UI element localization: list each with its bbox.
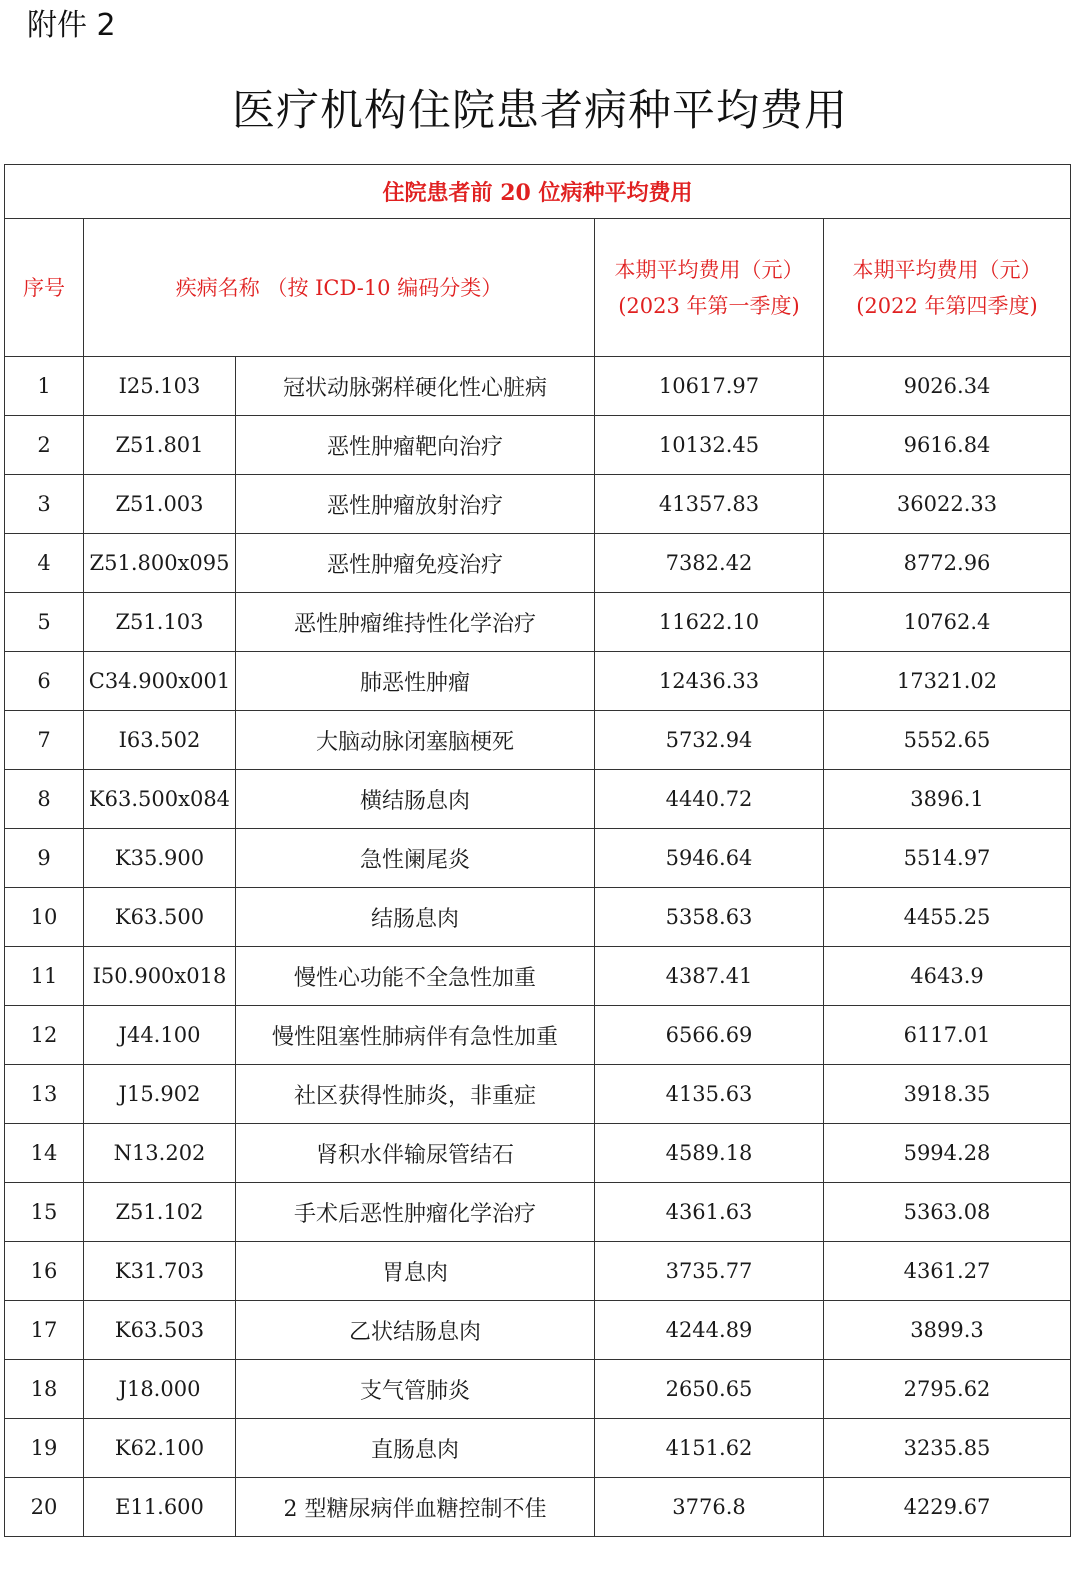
header-previous-line1: 本期平均费用（元） [852,257,1042,282]
cell-index: 17 [5,1301,84,1360]
cell-fee-2023-q1: 4440.72 [595,770,824,829]
cell-icd-code: Z51.801 [84,416,236,475]
cell-index: 16 [5,1242,84,1301]
table-body [5,357,1071,1537]
cell-fee-2023-q1: 4244.89 [595,1301,824,1360]
cell-index: 3 [5,475,84,534]
table-row [5,947,1071,1006]
header-current-period [595,219,824,357]
cell-fee-2022-q4: 10762.4 [824,593,1071,652]
cell-disease-name: 恶性肿瘤放射治疗 [236,475,595,534]
cell-icd-code: Z51.800x095 [84,534,236,593]
cell-fee-2022-q4: 17321.02 [824,652,1071,711]
cell-fee-2022-q4: 4229.67 [824,1478,1071,1537]
table-row [5,1242,1071,1301]
cell-fee-2022-q4: 3918.35 [824,1065,1071,1124]
table-row [5,1183,1071,1242]
cell-disease-name: 肺恶性肿瘤 [236,652,595,711]
cell-fee-2022-q4: 3899.3 [824,1301,1071,1360]
cell-index: 8 [5,770,84,829]
cell-fee-2023-q1: 4361.63 [595,1183,824,1242]
cell-disease-name: 横结肠息肉 [236,770,595,829]
cell-icd-code: K35.900 [84,829,236,888]
table-row [5,357,1071,416]
header-previous-period [824,219,1071,357]
cell-index: 2 [5,416,84,475]
cell-fee-2023-q1: 41357.83 [595,475,824,534]
table-row [5,416,1071,475]
cell-disease-name: 恶性肿瘤靶向治疗 [236,416,595,475]
attachment-label: 附件 2 [27,8,116,43]
table-row [5,1478,1071,1537]
cell-index: 4 [5,534,84,593]
cell-fee-2023-q1: 5732.94 [595,711,824,770]
cell-icd-code: I25.103 [84,357,236,416]
cell-fee-2023-q1: 4387.41 [595,947,824,1006]
table-row [5,593,1071,652]
cell-index: 11 [5,947,84,1006]
table-row [5,652,1071,711]
cell-fee-2023-q1: 11622.10 [595,593,824,652]
cell-index: 15 [5,1183,84,1242]
page-title: 医疗机构住院患者病种平均费用 [232,86,848,136]
cell-fee-2022-q4: 6117.01 [824,1006,1071,1065]
table-row [5,711,1071,770]
cell-index: 14 [5,1124,84,1183]
cell-disease-name: 手术后恶性肿瘤化学治疗 [236,1183,595,1242]
cell-index: 1 [5,357,84,416]
cell-icd-code: K63.500 [84,888,236,947]
cell-fee-2023-q1: 4135.63 [595,1065,824,1124]
header-current-line1: 本期平均费用（元） [614,257,804,282]
cell-fee-2023-q1: 3776.8 [595,1478,824,1537]
cell-fee-2023-q1: 6566.69 [595,1006,824,1065]
cell-disease-name: 乙状结肠息肉 [236,1301,595,1360]
table-row [5,1065,1071,1124]
cell-fee-2022-q4: 5994.28 [824,1124,1071,1183]
cell-fee-2022-q4: 5514.97 [824,829,1071,888]
cell-index: 13 [5,1065,84,1124]
table-row [5,829,1071,888]
cell-icd-code: C34.900x001 [84,652,236,711]
cell-icd-code: K63.500x084 [84,770,236,829]
cell-fee-2023-q1: 2650.65 [595,1360,824,1419]
cell-icd-code: K63.503 [84,1301,236,1360]
cell-disease-name: 支气管肺炎 [236,1360,595,1419]
table-row [5,1301,1071,1360]
cell-fee-2022-q4: 3235.85 [824,1419,1071,1478]
cell-icd-code: E11.600 [84,1478,236,1537]
cell-icd-code: J15.902 [84,1065,236,1124]
cell-index: 20 [5,1478,84,1537]
cell-fee-2022-q4: 5552.65 [824,711,1071,770]
cell-disease-name: 直肠息肉 [236,1419,595,1478]
cell-fee-2023-q1: 5358.63 [595,888,824,947]
table-row [5,1124,1071,1183]
cell-fee-2022-q4: 36022.33 [824,475,1071,534]
cell-fee-2023-q1: 7382.42 [595,534,824,593]
cell-index: 5 [5,593,84,652]
cell-fee-2023-q1: 10132.45 [595,416,824,475]
header-disease: 疾病名称 （按 ICD-10 编码分类） [84,219,595,357]
cell-disease-name: 大脑动脉闭塞脑梗死 [236,711,595,770]
header-current-line2: (2023 年第一季度) [618,293,800,318]
header-index: 序号 [5,219,84,357]
cell-fee-2022-q4: 8772.96 [824,534,1071,593]
cell-icd-code: I63.502 [84,711,236,770]
cell-fee-2022-q4: 9616.84 [824,416,1071,475]
cell-fee-2022-q4: 2795.62 [824,1360,1071,1419]
cell-disease-name: 2 型糖尿病伴血糖控制不佳 [236,1478,595,1537]
header-previous-line2: (2022 年第四季度) [856,293,1038,318]
cell-disease-name: 恶性肿瘤免疫治疗 [236,534,595,593]
table-row [5,534,1071,593]
table-caption: 住院患者前 20 位病种平均费用 [5,165,1071,219]
cell-disease-name: 慢性心功能不全急性加重 [236,947,595,1006]
fee-table [4,164,1071,1537]
cell-index: 12 [5,1006,84,1065]
cell-fee-2022-q4: 4361.27 [824,1242,1071,1301]
cell-index: 6 [5,652,84,711]
cell-disease-name: 恶性肿瘤维持性化学治疗 [236,593,595,652]
cell-disease-name: 慢性阻塞性肺病伴有急性加重 [236,1006,595,1065]
table-row [5,770,1071,829]
cell-fee-2023-q1: 4151.62 [595,1419,824,1478]
table-row [5,1006,1071,1065]
cell-icd-code: K31.703 [84,1242,236,1301]
cell-icd-code: Z51.103 [84,593,236,652]
cell-disease-name: 结肠息肉 [236,888,595,947]
cell-fee-2023-q1: 5946.64 [595,829,824,888]
cell-fee-2022-q4: 3896.1 [824,770,1071,829]
cell-fee-2023-q1: 4589.18 [595,1124,824,1183]
cell-icd-code: Z51.003 [84,475,236,534]
cell-fee-2022-q4: 5363.08 [824,1183,1071,1242]
cell-fee-2022-q4: 4455.25 [824,888,1071,947]
cell-fee-2022-q4: 9026.34 [824,357,1071,416]
cell-icd-code: K62.100 [84,1419,236,1478]
cell-icd-code: I50.900x018 [84,947,236,1006]
cell-disease-name: 社区获得性肺炎，非重症 [236,1065,595,1124]
table-row [5,1419,1071,1478]
cell-disease-name: 胃息肉 [236,1242,595,1301]
cell-disease-name: 肾积水伴输尿管结石 [236,1124,595,1183]
cell-index: 7 [5,711,84,770]
cell-fee-2023-q1: 10617.97 [595,357,824,416]
cell-index: 18 [5,1360,84,1419]
cell-index: 19 [5,1419,84,1478]
table-row [5,1360,1071,1419]
cell-disease-name: 冠状动脉粥样硬化性心脏病 [236,357,595,416]
cell-index: 9 [5,829,84,888]
cell-icd-code: J44.100 [84,1006,236,1065]
cell-fee-2022-q4: 4643.9 [824,947,1071,1006]
cell-icd-code: N13.202 [84,1124,236,1183]
cell-index: 10 [5,888,84,947]
table-row [5,475,1071,534]
table-row [5,888,1071,947]
cell-fee-2023-q1: 12436.33 [595,652,824,711]
cell-icd-code: J18.000 [84,1360,236,1419]
cell-fee-2023-q1: 3735.77 [595,1242,824,1301]
cell-disease-name: 急性阑尾炎 [236,829,595,888]
cell-icd-code: Z51.102 [84,1183,236,1242]
